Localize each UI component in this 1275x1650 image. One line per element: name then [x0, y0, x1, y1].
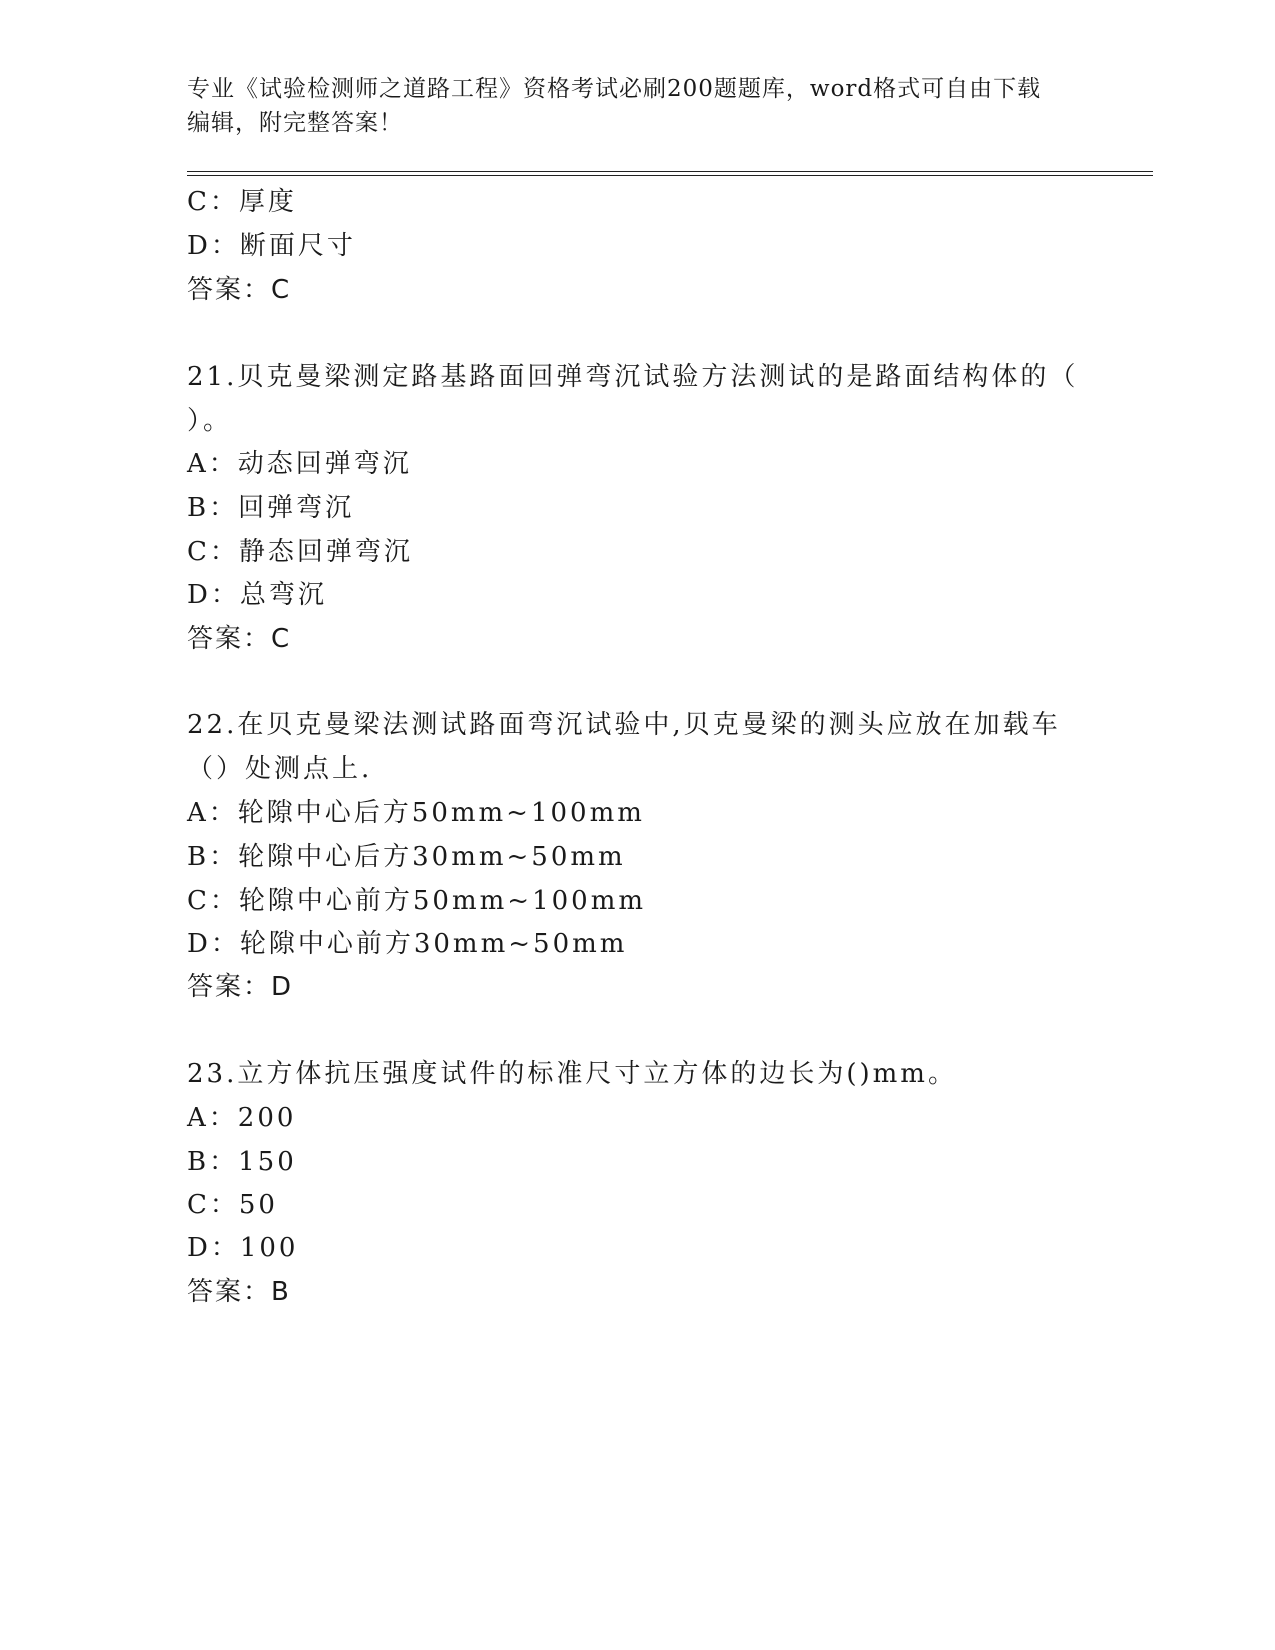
- q22-option-d: D：轮隙中心前方30mm~50mm: [187, 929, 628, 959]
- q23-option-d: D：100: [187, 1233, 299, 1263]
- q21-stem-line-2: ）。: [187, 406, 233, 436]
- document-header: [187, 72, 1087, 140]
- prev-option-d: D：断面尺寸: [187, 231, 356, 261]
- q23-option-b: B：150: [187, 1147, 297, 1177]
- q23-answer: 答案：B: [187, 1277, 291, 1307]
- q21-option-a: A：动态回弹弯沉: [187, 449, 412, 479]
- q22-answer: 答案：D: [187, 972, 294, 1002]
- q21-option-c: C：静态回弹弯沉: [187, 537, 413, 567]
- q22-option-b: B：轮隙中心后方30mm~50mm: [187, 842, 626, 872]
- q22-option-a: A：轮隙中心后方50mm~100mm: [187, 798, 645, 828]
- q21-option-d: D：总弯沉: [187, 580, 327, 610]
- q22-stem-line-1: 22.在贝克曼梁法测试路面弯沉试验中,贝克曼梁的测头应放在加载车: [187, 710, 1061, 740]
- q21-answer: 答案：C: [187, 624, 292, 654]
- prev-option-c: C：厚度: [187, 187, 297, 217]
- prev-answer: 答案：C: [187, 275, 292, 305]
- header-rule-bottom: [187, 175, 1153, 176]
- q22-option-c: C：轮隙中心前方50mm~100mm: [187, 886, 647, 916]
- header-rule-top: [187, 171, 1153, 172]
- q23-stem: 23.立方体抗压强度试件的标准尺寸立方体的边长为()mm。: [187, 1059, 957, 1089]
- q22-stem-line-2: （）处测点上.: [187, 754, 373, 784]
- q21-stem-line-1: 21.贝克曼梁测定路基路面回弹弯沉试验方法测试的是路面结构体的（: [187, 362, 1079, 392]
- q23-option-a: A：200: [187, 1103, 297, 1133]
- q21-option-b: B：回弹弯沉: [187, 493, 355, 523]
- header-line-2: 编辑，附完整答案！: [187, 110, 403, 136]
- header-line-1: 专业《试验检测师之道路工程》资格考试必刷200题题库，word格式可自由下载: [187, 76, 1042, 102]
- q23-option-c: C：50: [187, 1190, 278, 1220]
